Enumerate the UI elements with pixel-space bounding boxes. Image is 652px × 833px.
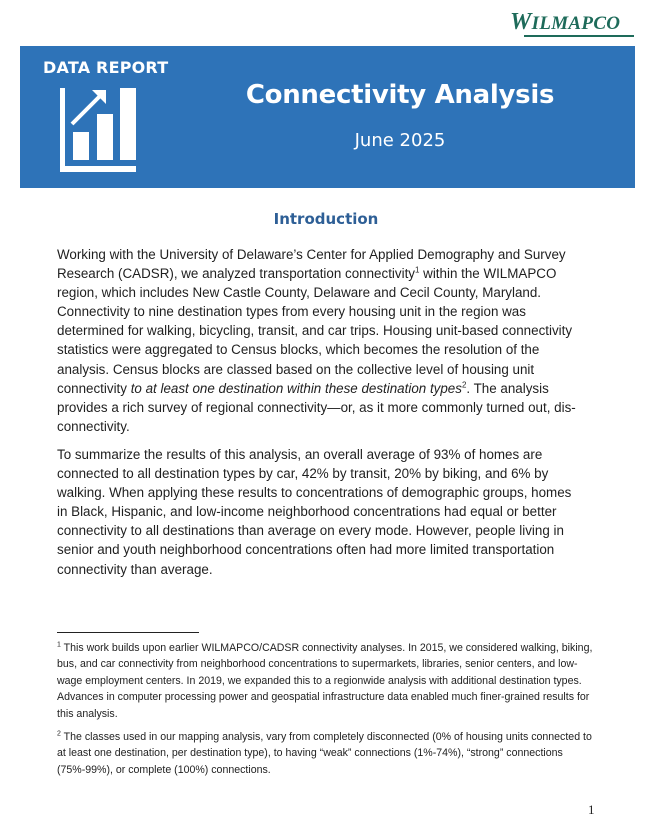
p1-italic-text: to at least one destination within these destination types bbox=[130, 380, 462, 396]
logo-wordmark bbox=[510, 11, 620, 35]
logo-initial: W bbox=[510, 9, 532, 35]
logo-underline bbox=[524, 35, 634, 37]
footnote-1-text: This work builds upon earlier WILMAPCO/CADSR connectivity analyses. In 2015, we considered walking, biking, bus, and car connectivity from neighborhood concentrations to supermarkets, libraries, senior centers, and low-wage employment centers. In 2019, we expanded this to a regionwide analysis with additional destination types. Advances in computer processing power and geospatial infrastructure data enabled much finer-grained results for this analysis. bbox=[57, 642, 593, 720]
footnote-1 bbox=[57, 640, 597, 722]
intro-paragraph-2: To summarize the results of this analysis, an overall average of 93% of homes are connected to all destination types by car, 42% by transit, 20% by biking, and 6% by walking. When applying these results to concentrations of demographic groups, homes in Black, Hispanic, and low-income neighborhood concentrations had equal or better connectivity to all destinations than average on every mode. However, people living in senior and youth neighborhood concentrations often had more limited transportation connectivity than average. bbox=[57, 447, 572, 577]
footnote-ref-2[interactable]: 2 bbox=[461, 380, 467, 390]
intro-paragraph-1 bbox=[57, 245, 577, 436]
footnote-1-mark: 1 bbox=[57, 641, 61, 649]
footnote-divider bbox=[57, 632, 199, 633]
section-heading-introduction: Introduction bbox=[273, 210, 379, 228]
logo-rest: ILMAPCO bbox=[531, 13, 621, 34]
p1-text-b: within the WILMAPCO region, which includes New Castle County, Delaware and Cecil County, Maryland. Connectivity to nine destination types from every housing unit in the region was determined for walking, bicycling, transit, and car trips. Housing unit-based connectivity statistics were aggregated to Census blocks, which becomes the resolution of the analysis. Census blocks are classed based on the collective level of housing unit connectivity bbox=[57, 266, 573, 396]
report-banner bbox=[20, 46, 635, 188]
footnote-2-text: The classes used in our mapping analysis, vary from completely disconnected (0% of housing units connected to at least one destination, per destination type), to having “weak” connections (1%-74%), “strong” connections (75%-99%), or complete (100%) connections. bbox=[57, 731, 592, 776]
footnote-ref-1[interactable]: 1 bbox=[414, 265, 420, 275]
footnote-2-mark: 2 bbox=[57, 730, 61, 738]
report-type-badge: DATA REPORT bbox=[43, 58, 169, 77]
p1-text-a: Working with the University of Delaware’s Center for Applied Demography and Survey Research (CADSR), we analyzed transportation connectivity bbox=[57, 247, 566, 282]
page-number: 1 bbox=[588, 802, 595, 817]
p1-text-c: . The analysis provides a rich survey of regional connectivity—or, as it more commonly turned out, dis-connectivity. bbox=[57, 380, 576, 434]
footnote-2 bbox=[57, 729, 597, 778]
report-date: June 2025 bbox=[354, 130, 446, 151]
report-title: Connectivity Analysis bbox=[245, 80, 555, 110]
wilmapco-logo bbox=[510, 11, 636, 35]
